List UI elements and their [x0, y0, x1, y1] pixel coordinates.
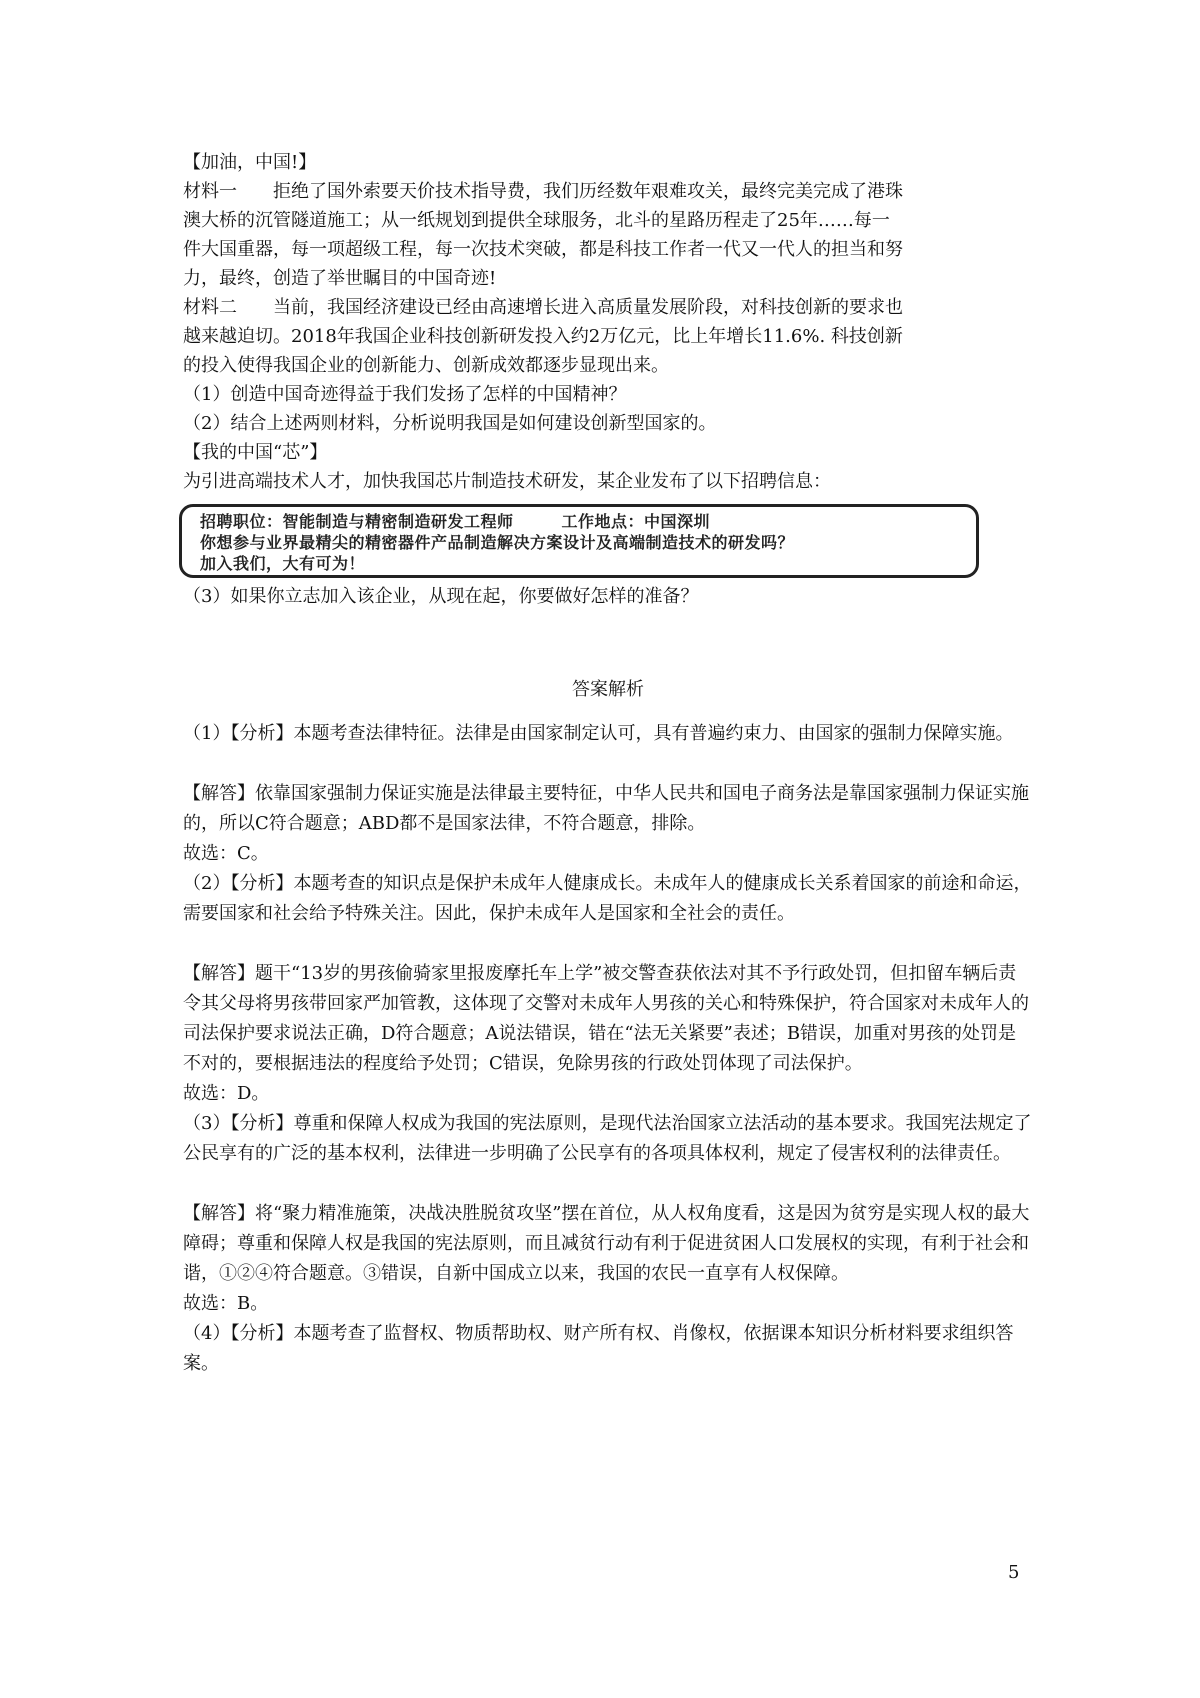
answer-3-solution: 【解答】将“聚力精准施策，决战决胜脱贫攻坚”摆在首位，从人权角度看，这是因为贫穷是实现人权的最大障碍；尊重和保障人权是我国的宪法原则，而且减贫行动有利于促进贫困人口发展权的实现，有利于社会和谐，①②④符合题意。③错误，自新中国成立以来，我国的农民一直享有人权保障。	[183, 1203, 1030, 1284]
answer-4-analysis: （4）【分析】本题考查了监督权、物质帮助权、财产所有权、肖像权，依据课本知识分析材料要求组织答案。	[183, 1323, 1014, 1374]
notice-row-3: 加入我们，大有可为！	[200, 554, 366, 573]
answer-2-analysis: （2）【分析】本题考查的知识点是保护未成年人健康成长。未成年人的健康成长关系着国家的前途和命运，需要国家和社会给予特殊关注。因此，保护未成年人是国家和全社会的责任。	[183, 873, 1032, 924]
material1-line-2: 澳大桥的沉管隧道施工；从一纸规划到提供全球服务，北斗的星路历程走了25年……每一	[183, 210, 890, 231]
answer-3-analysis: （3）【分析】尊重和保障人权成为我国的宪法原则，是现代法治国家立法活动的基本要求。我国宪法规定了公民享有的广泛的基本权利，法律进一步明确了公民享有的各项具体权利，规定了侵害权利的法律责任。	[183, 1113, 1032, 1164]
material2-line-1: 材料二 当前，我国经济建设已经由高速增长进入高质量发展阶段，对科技创新的要求也	[183, 297, 903, 318]
section-header-chip: 【我的中国“芯”】	[183, 442, 328, 463]
question-2: （2）结合上述两则材料，分析说明我国是如何建设创新型国家的。	[183, 413, 717, 434]
page-number: 5	[1008, 1562, 1020, 1583]
material2-line-2: 越来越迫切。2018年我国企业科技创新研发投入约2万亿元，比上年增长11.6%. 科技创新	[183, 326, 903, 347]
answer-2-choice: 故选：D。	[183, 1083, 270, 1104]
notice-row-2: 你想参与业界最精尖的精密器件产品制造解决方案设计及高端制造技术的研发吗？	[200, 533, 795, 552]
material2-line-3: 的投入使得我国企业的创新能力、创新成效都逐步显现出来。	[183, 355, 669, 376]
answer-2-solution: 【解答】题干“13岁的男孩偷骑家里报废摩托车上学”被交警查获依法对其不予行政处罚，但扣留车辆后责令其父母将男孩带回家严加管教，这体现了交警对未成年人男孩的关心和特殊保护，符合国家对未成年人的司法保护要求说法正确，D符合题意；A说法错误，错在“法无关紧要”表述；B错误，加重对男孩的处罚是不对的，要根据违法的程度给予处罚；C错误，免除男孩的行政处罚体现了司法保护。	[183, 963, 1029, 1074]
material1-line-4: 力，最终，创造了举世瞩目的中国奇迹!	[183, 268, 497, 289]
material1-line-1: 材料一 拒绝了国外索要天价技术指导费，我们历经数年艰难攻关，最终完美完成了港珠	[183, 181, 903, 202]
section-header-jiayou: 【加油，中国!】	[183, 152, 317, 173]
page-content	[183, 148, 1033, 1379]
answer-3-choice: 故选：B。	[183, 1293, 269, 1314]
notice-row-1	[200, 511, 962, 532]
notice-position: 招聘职位：智能制造与精密制造研发工程师	[200, 512, 514, 531]
question-1: （1）创造中国奇迹得益于我们发扬了怎样的中国精神？	[183, 384, 627, 405]
answer-1-analysis: （1）【分析】本题考查法律特征。法律是由国家制定认可，具有普遍约束力、由国家的强制力保障实施。	[183, 723, 1014, 744]
notice-location: 工作地点：中国深圳	[561, 512, 711, 531]
answer-1-solution: 【解答】依靠国家强制力保证实施是法律最主要特征，中华人民共和国电子商务法是靠国家强制力保证实施的，所以C符合题意；ABD都不是国家法律，不符合题意，排除。	[183, 783, 1029, 834]
answer-title: 答案解析	[572, 679, 644, 700]
material1-line-3: 件大国重器，每一项超级工程，每一次技术突破，都是科技工作者一代又一代人的担当和努	[183, 239, 903, 260]
answer-1-choice: 故选：C。	[183, 843, 269, 864]
question-3: （3）如果你立志加入该企业，从现在起，你要做好怎样的准备？	[183, 586, 699, 607]
recruitment-intro: 为引进高端技术人才，加快我国芯片制造技术研发，某企业发布了以下招聘信息：	[183, 471, 831, 492]
recruitment-notice-box	[179, 504, 979, 578]
